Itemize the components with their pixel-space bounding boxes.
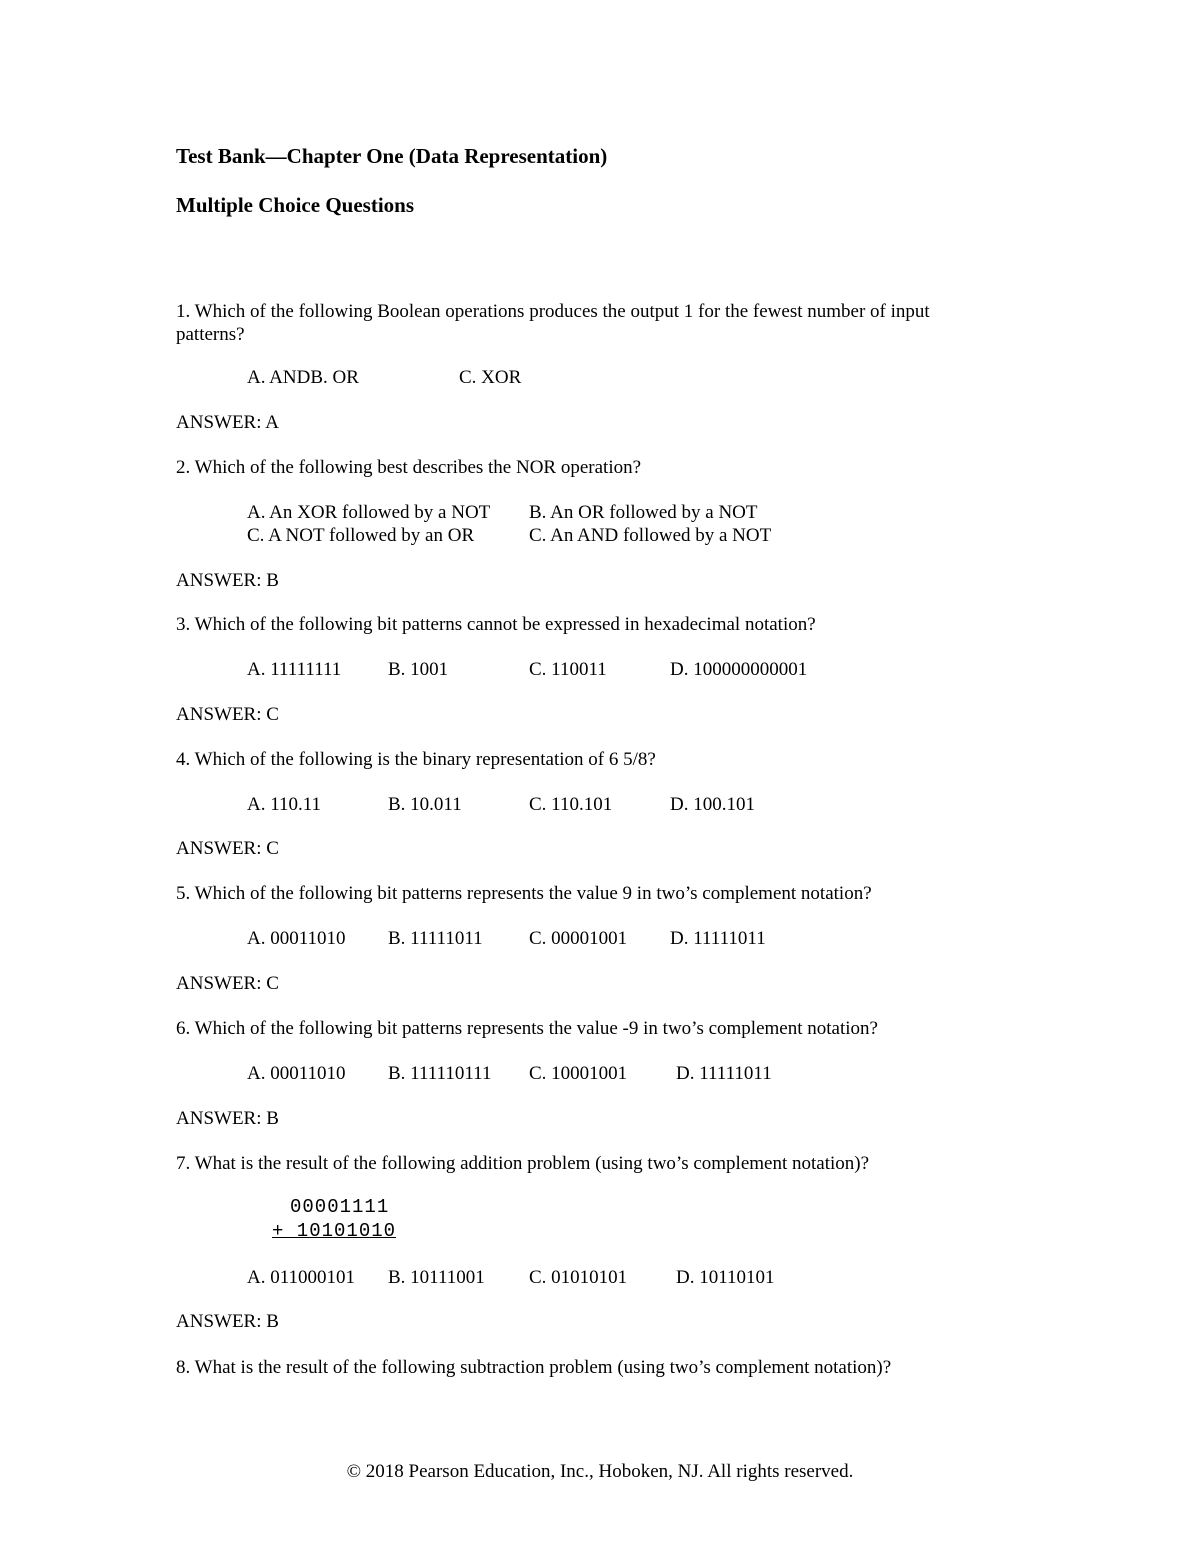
question-7-text: 7. What is the result of the following addition problem (using two’s complement notation)? (176, 1153, 870, 1174)
question-7-answer: ANSWER: B (176, 1311, 279, 1332)
question-7-operand-2: + 10101010 (272, 1220, 397, 1242)
question-2-option-c1: C. A NOT followed by an OR (247, 525, 475, 546)
question-7-option-d: D. 10110101 (676, 1267, 775, 1288)
section-heading: Multiple Choice Questions (176, 193, 415, 217)
question-6-option-a: A. 00011010 (247, 1063, 346, 1084)
question-6-option-d: D. 11111011 (676, 1063, 772, 1084)
question-3-text: 3. Which of the following bit patterns cannot be expressed in hexadecimal notation? (176, 614, 816, 635)
question-6-text: 6. Which of the following bit patterns represents the value -9 in two’s complement notation? (176, 1018, 878, 1039)
question-5-answer: ANSWER: C (176, 973, 279, 994)
question-1-answer: ANSWER: A (176, 412, 279, 433)
question-4-option-a: A. 110.11 (247, 794, 322, 815)
question-5-option-a: A. 00011010 (247, 928, 346, 949)
question-6-option-b: B. 111110111 (388, 1063, 492, 1084)
question-6-option-c: C. 10001001 (529, 1063, 628, 1084)
question-1-option-a: A. ANDB. OR (247, 367, 359, 388)
question-5-option-b: B. 11111011 (388, 928, 483, 949)
question-6-answer: ANSWER: B (176, 1108, 279, 1129)
question-5-option-d: D. 11111011 (670, 928, 766, 949)
question-5-text: 5. Which of the following bit patterns represents the value 9 in two’s complement notation? (176, 883, 872, 904)
question-1-option-c: C. XOR (459, 367, 522, 388)
question-5-option-c: C. 00001001 (529, 928, 628, 949)
question-2-option-b: B. An OR followed by a NOT (529, 502, 758, 523)
question-4-option-b: B. 10.011 (388, 794, 462, 815)
question-3-option-a: A. 11111111 (247, 659, 342, 680)
question-4-answer: ANSWER: C (176, 838, 279, 859)
question-7-option-b: B. 10111001 (388, 1267, 485, 1288)
question-8-text: 8. What is the result of the following subtraction problem (using two’s complement notation)? (176, 1357, 892, 1378)
question-7-option-c: C. 01010101 (529, 1267, 628, 1288)
question-3-answer: ANSWER: C (176, 704, 279, 725)
question-2-answer: ANSWER: B (176, 570, 279, 591)
question-4-text: 4. Which of the following is the binary representation of 6 5/8? (176, 749, 656, 770)
question-7-operand-1: 00001111 (290, 1196, 390, 1218)
question-3-option-b: B. 1001 (388, 659, 449, 680)
question-1-line-1: 1. Which of the following Boolean operations produces the output 1 for the fewest number of input (176, 301, 930, 322)
page-title: Test Bank—Chapter One (Data Representation) (176, 144, 608, 168)
question-4-option-c: C. 110.101 (529, 794, 613, 815)
question-2-text: 2. Which of the following best describes the NOR operation? (176, 457, 642, 478)
question-2-option-a: A. An XOR followed by a NOT (247, 502, 491, 523)
question-3-option-c: C. 110011 (529, 659, 607, 680)
question-4-option-d: D. 100.101 (670, 794, 755, 815)
question-2-option-c2: C. An AND followed by a NOT (529, 525, 772, 546)
question-3-option-d: D. 100000000001 (670, 659, 808, 680)
copyright-footer: © 2018 Pearson Education, Inc., Hoboken, NJ. All rights reserved. (346, 1461, 854, 1482)
question-1-line-2: patterns? (176, 324, 245, 345)
question-7-option-a: A. 011000101 (247, 1267, 356, 1288)
